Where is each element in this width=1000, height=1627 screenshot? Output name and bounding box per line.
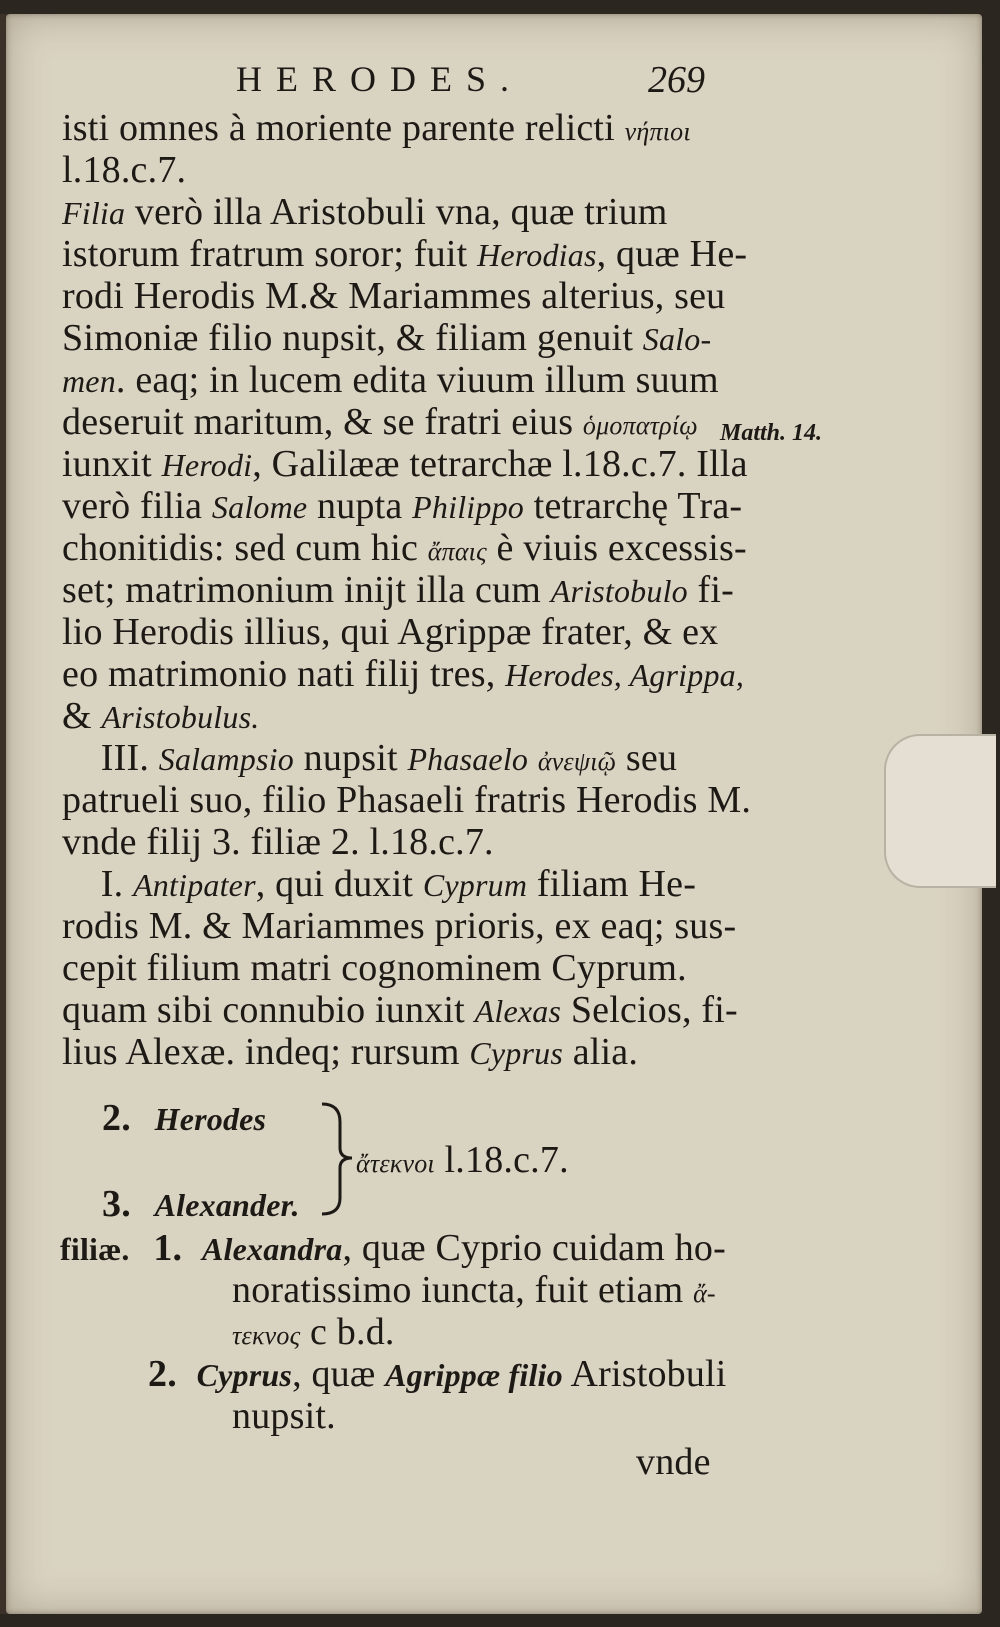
son-item [102,1182,300,1226]
daughter-text: c b.d. [300,1311,395,1353]
roman-text: & [62,695,102,737]
italic-text: Salampsio [158,741,294,777]
italic-text: Antipater [133,867,256,903]
daughter-text-line [232,1310,395,1354]
brace-note [356,1138,569,1182]
son-name: Herodes [154,1101,267,1137]
roman-text: è viuis excessis- [486,527,747,569]
daughter-text: noratissimo iuncta, fuit etiam [232,1269,694,1311]
daughter-text: nupsit. [232,1395,336,1437]
roman-text: I. [62,863,134,905]
greek-word: νήπιοι [624,117,691,146]
italic-text: Salo- [642,321,712,357]
text-line [62,106,691,150]
daughter-number: 2. [148,1353,177,1395]
daughter-name: Cyprus [196,1357,293,1393]
roman-text: deseruit maritum, & se fratri eius [62,401,583,443]
roman-text: iunxit [62,443,162,485]
greek-word: τεκνος [232,1321,301,1350]
italic-text: Alexas [474,993,562,1029]
roman-text: seu [616,737,678,779]
roman-text: set; matrimonium inijt illa cum [62,569,551,611]
text-line [62,316,711,360]
roman-text: lius Alexæ. indeq; rursum [62,1031,470,1073]
roman-text: Selcios, fi- [561,989,738,1031]
text-line [62,862,696,906]
greek-word: ἀνεψιῷ [537,747,617,776]
greek-word: ἄπαις [427,537,487,566]
son-number: 2. [102,1097,131,1139]
brace-reference: l.18.c.7. [444,1139,569,1181]
page-clip-tab [884,734,996,888]
italic-text: Cyprus [469,1035,564,1071]
running-head: HERODES. [236,59,524,99]
roman-text: verò illa Aristobuli vna, quæ trium [125,191,668,233]
text-line [62,148,186,192]
roman-text: filiam He- [527,863,697,905]
son-item [102,1096,266,1140]
roman-text: , qui duxit [255,863,423,905]
son-name: Alexander. [154,1187,300,1223]
text-line [62,232,747,276]
roman-text: tetrarchę Tra- [523,485,743,527]
text-line [62,484,742,528]
daughters-label: filiæ. [60,1231,130,1267]
text-line [62,400,698,444]
brace-greek: ἄτεκνοι [356,1149,435,1178]
roman-text: vnde filij 3. filiæ 2. l.18.c.7. [62,821,494,863]
daughter-item [148,1352,727,1396]
italic-text: Herodias [477,237,597,273]
text-line [62,1030,638,1074]
italic-text: Aristobulo [550,573,688,609]
text-line [62,610,718,654]
text-line [62,358,719,402]
roman-text: alia. [563,1031,639,1073]
roman-text: III. [62,737,159,779]
roman-text: l.18.c.7. [62,149,187,191]
roman-text: fi- [687,569,735,611]
roman-text: isti omnes à moriente parente relicti [62,107,625,149]
roman-text: Simoniæ filio nupsit, & filiam genuit [62,317,643,359]
roman-text: cepit filium matri cognominem Cyprum. [62,947,687,989]
daughter-name: Alexandra [201,1231,343,1267]
italic-text: Herodes, Agrippa, [505,657,745,693]
italic-text: Salome [211,489,308,525]
roman-text: verò filia [62,485,212,527]
text-line [62,904,736,948]
roman-text: lio Herodis illius, qui Agrippæ frater, & ex [62,611,719,653]
roman-text: patrueli suo, filio Phasaeli fratris Herodis M. [62,779,752,821]
text-line [62,778,751,822]
roman-text: eo matrimonio nati filij tres, [62,653,506,695]
catchword: vnde [636,1441,711,1483]
daughter-text: Agrippæ filio [385,1357,563,1393]
text-line [62,988,738,1032]
roman-text: , Galilææ tetrarchæ l.18.c.7. Illa [252,443,748,485]
italic-text: men [62,363,116,399]
roman-text: rodis M. & Mariammes prioris, ex eaq; sus- [62,905,737,947]
italic-text: Philippo [412,489,524,525]
roman-text: istorum fratrum soror; fuit [62,233,478,275]
text-line [62,526,747,570]
page-number: 269 [648,59,705,101]
roman-text: quam sibi connubio iunxit [62,989,475,1031]
son-number: 3. [102,1183,131,1225]
italic-text: Cyprum [422,867,528,903]
italic-text: Phasaelo [407,741,529,777]
italic-text: Filia [62,195,126,231]
text-line [62,820,494,864]
daughter-item [60,1226,726,1270]
text-line [62,946,687,990]
text-line [62,694,259,738]
roman-text: rodi Herodis M.& Mariammes alterius, seu [62,275,726,317]
daughter-text: , quæ [292,1353,386,1395]
text-line [62,736,677,780]
text-line [62,190,668,234]
text-line [62,274,725,318]
roman-text: chonitidis: sed cum hic [62,527,428,569]
curly-brace [318,1098,358,1218]
text-line [62,652,744,696]
daughter-number: 1. [153,1227,183,1269]
roman-text: nupsit [293,737,408,779]
roman-text [528,737,538,779]
roman-text: , quæ He- [596,233,748,275]
daughter-text-line [232,1268,716,1312]
daughter-text-line [232,1394,336,1438]
roman-text: nupta [307,485,413,527]
text-line [62,568,734,612]
daughter-text: Aristobuli [562,1353,727,1395]
greek-word: ὁμοπατρίῳ [582,411,698,440]
roman-text: . eaq; in lucem edita viuum illum suum [115,359,719,401]
italic-text: Herodi [161,447,253,483]
italic-text: Aristobulus. [101,699,260,735]
text-line [62,442,748,486]
daughter-text: , quæ Cyprio cuidam ho- [342,1227,726,1269]
margin-note: Matth. 14. [720,420,823,446]
greek-word: ἄ- [693,1279,716,1308]
